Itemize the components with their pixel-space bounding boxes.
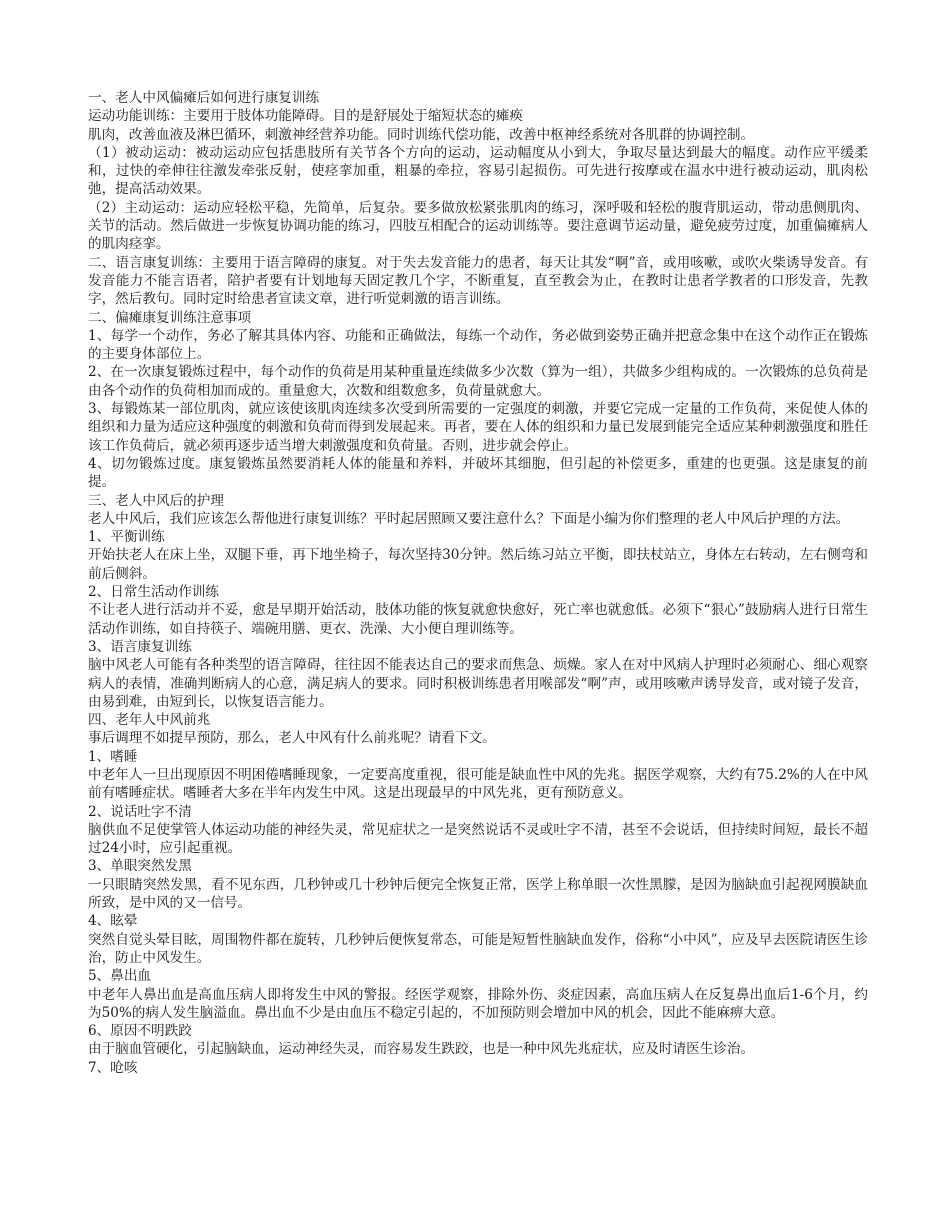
subheading: 2、日常生活动作训练 <box>88 584 219 601</box>
body-paragraph: 老人中风后，我们应该怎么帮他进行康复训练？平时起居照顾又要注意什么？下面是小编为你们整理的老人中风后护理的方法。 <box>88 510 850 527</box>
subheading: 6、原因不明跌跤 <box>88 1023 192 1040</box>
subheading: 3、单眼突然发黑 <box>88 858 192 875</box>
subheading: 5、鼻出血 <box>88 968 152 985</box>
body-paragraph: 不让老人进行活动并不妥，愈是早期开始活动，肢体功能的恢复就愈快愈好，死亡率也就愈低。必须下“狠心”鼓励病人进行日常生活动作训练，如自持筷子、端碗用膳、更衣、洗澡、大小便自理训练等。 <box>88 602 868 637</box>
document-body <box>88 89 868 1077</box>
subheading: 1、嗜睡 <box>88 748 138 765</box>
body-paragraph: 3、每锻炼某一部位肌肉，就应该使该肌肉连续多次受到所需要的一定强度的刺激，并要它完成一定量的工作负荷，来促使人体的组织和力量为适应这种强度的刺激和负荷而得到发展起来。再者，要在人体的组织和力量已发展到能完全适应某种刺激强度和胜任该工作负荷后，就必须再逐步适当增大刺激强度和负荷量。否则，进步就会停止。 <box>88 401 868 454</box>
body-paragraph: 1、每学一个动作，务必了解其具体内容、功能和正确做法，每练一个动作，务必做到姿势正确并把意念集中在这个动作正在锻炼的主要身体部位上。 <box>88 327 868 363</box>
section-heading: 二、偏瘫康复训练注意事项 <box>88 309 252 326</box>
subheading: 4、眩晕 <box>88 913 138 930</box>
section-heading: 四、老年人中风前兆 <box>88 712 211 729</box>
subheading: 1、平衡训练 <box>88 529 165 546</box>
body-paragraph: 运动功能训练：主要用于肢体功能障碍。目的是舒展处于缩短状态的瘫痪 <box>88 108 523 125</box>
body-paragraph: 脑中风老人可能有各种类型的语言障碍，往往因不能表达自己的要求而焦急、烦燥。家人在对中风病人护理时必须耐心、细心观察病人的表情，准确判断病人的心意，满足病人的要求。同时积极训练患者用喉部发“啊”声，或用咳嗽声诱导发音，或对镜子发音，由易到难，由短到长，以恢复语言能力。 <box>88 657 868 710</box>
body-paragraph: 一只眼睛突然发黑，看不见东西，几秒钟或几十秒钟后便完全恢复正常，医学上称单眼一次性黑朦，是因为脑缺血引起视网膜缺血所致，是中风的又一信号。 <box>88 876 868 912</box>
subheading: 7、呛咳 <box>88 1059 138 1076</box>
body-paragraph: 由于脑血管硬化，引起脑缺血，运动神经失灵，而容易发生跌跤，也是一种中风先兆症状，应及时请医生诊治。 <box>88 1041 755 1058</box>
body-paragraph: 4、切勿锻炼过度。康复锻炼虽然要消耗人体的能量和养料，并破坏其细胞，但引起的补偿更多，重建的也更强。这是康复的前提。 <box>88 455 868 491</box>
body-paragraph: 2、在一次康复锻炼过程中，每个动作的负荷是用某种重量连续做多少次数（算为一组），共做多少组构成的。一次锻炼的总负荷是由各个动作的负荷相加而成的。重量愈大，次数和组数愈多，负荷量就愈大。 <box>88 364 868 399</box>
body-paragraph: 中老年人一旦出现原因不明困倦嗜睡现象，一定要高度重视，很可能是缺血性中风的先兆。据医学观察，大约有75.2%的人在中风前有嗜睡症状。嗜睡者大多在半年内发生中风。这是出现最早的中风先兆，更有预防意义。 <box>88 766 868 802</box>
body-paragraph: 事后调理不如提早预防，那么，老人中风有什么前兆呢？请看下文。 <box>88 730 496 747</box>
subheading: 2、说话吐字不清 <box>88 803 192 820</box>
body-paragraph: （1）被动运动：被动运动应包括患肢所有关节各个方向的运动，运动幅度从小到大，争取尽量达到最大的幅度。动作应平缓柔和，过快的牵伸往往激发牵张反射，使痉挛加重，粗暴的牵拉，容易引起损伤。可先进行按摩或在温水中进行被动运动，肌肉松弛，提高活动效果。 <box>88 144 868 198</box>
section-heading: 一、老人中风偏瘫后如何进行康复训练 <box>88 90 320 106</box>
body-paragraph: 脑供血不足使掌管人体运动功能的神经失灵，常见症状之一是突然说话不灵或吐字不清，甚至不会说话，但持续时间短，最长不超过24小时，应引起重视。 <box>88 821 868 857</box>
body-paragraph: 突然自觉头晕目眩，周围物件都在旋转，几秒钟后便恢复常态，可能是短暂性脑缺血发作，俗称“小中风”，应及早去医院请医生诊治，防止中风发生。 <box>88 931 868 966</box>
subheading: 3、语言康复训练 <box>88 638 192 655</box>
body-paragraph: 开始扶老人在床上坐，双腿下垂，再下地坐椅子，每次坚持30分钟。然后练习站立平衡，即扶杖站立，身体左右转动，左右侧弯和前后侧斜。 <box>88 547 868 582</box>
body-paragraph: 肌肉，改善血液及淋巴循环，刺激神经营养功能。同时训练代偿功能，改善中枢神经系统对各肌群的协调控制。 <box>88 126 755 143</box>
section-heading: 三、老人中风后的护理 <box>88 492 224 509</box>
body-paragraph: （2）主动运动：运动应轻松平稳，先简单，后复杂。要多做放松紧张肌肉的练习，深呼吸和轻松的腹背肌运动，带动患侧肌肉、关节的活动。然后做进一步恢复协调功能的练习，四肢互相配合的运动训练等。要注意调节运动量，避免疲劳过度，加重偏瘫病人的肌肉痉挛。 <box>88 199 868 253</box>
body-paragraph: 二、语言康复训练：主要用于语言障碍的康复。对于失去发音能力的患者，每天让其发“啊”音，或用咳嗽，或吹火柴诱导发音。有发音能力不能言语者，陪护者要有计划地每天固定教几个字，不断重复，直至教会为止，在教时让患者学教者的口形发音，先教字，然后教句。同时定时给患者宣读文章，进行听觉刺激的语言训练。 <box>88 254 868 308</box>
body-paragraph: 中老年人鼻出血是高血压病人即将发生中风的警报。经医学观察，排除外伤、炎症因素，高血压病人在反复鼻出血后1-6个月，约为50%的病人发生脑溢血。鼻出血不少是由血压不稳定引起的，不加预防则会增加中风的机会，因此不能麻痹大意。 <box>88 986 868 1021</box>
